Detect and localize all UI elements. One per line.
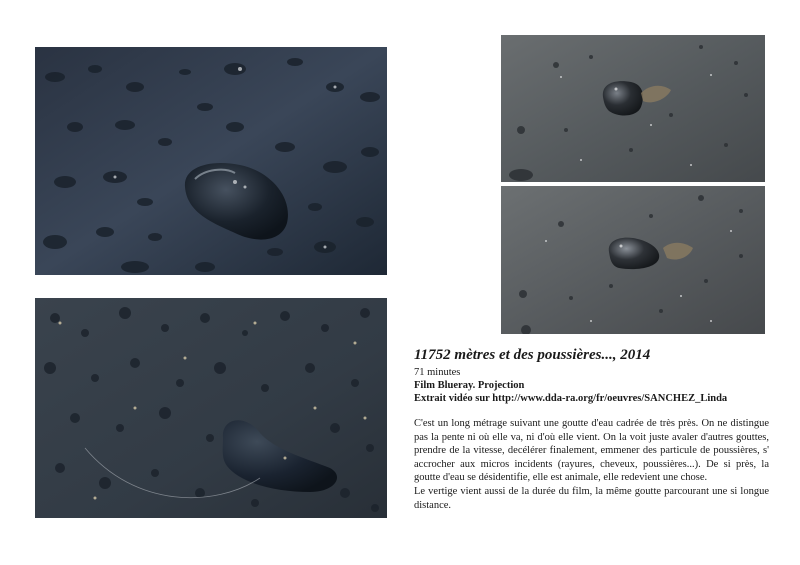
water-drop-photo — [501, 186, 765, 334]
water-drop-photo — [35, 298, 387, 518]
photo-drop-top-left — [35, 47, 387, 275]
photo-drop-bottom-right — [501, 186, 765, 334]
work-title: 11752 mètres et des poussières..., 2014 — [414, 347, 651, 363]
photo-drop-bottom-left — [35, 298, 387, 518]
description-paragraph: C'est un long métrage suivant une goutte d'eau cadrée de très près. On ne distingue pas la pente ni où elle va, ni d'où elle vient. On la voit juste avaler d'autres gouttes, prendre de la vitesse, decélérer finalement, emmener des particule de poussières, s' accrocher aux micros incidents (rayures, cheveux, poussières...). De si près, la goutte d'eau se désidentifie, elle est animale, elle redevient une chose. — [414, 418, 769, 484]
work-info — [414, 346, 769, 512]
water-drop-photo — [35, 47, 387, 275]
work-description — [414, 417, 769, 512]
work-format: Film Blueray. Projection — [414, 380, 525, 391]
description-paragraph: Le vertige vient aussi de la durée du film, la même goutte parcourant une si longue distance. — [414, 485, 769, 511]
work-duration: 71 minutes — [414, 367, 461, 378]
water-drop-photo — [501, 35, 765, 182]
work-extract-link[interactable]: Extrait vidéo sur http://www.dda-ra.org/fr/oeuvres/SANCHEZ_Linda — [414, 393, 728, 404]
photo-drop-top-right — [501, 35, 765, 182]
